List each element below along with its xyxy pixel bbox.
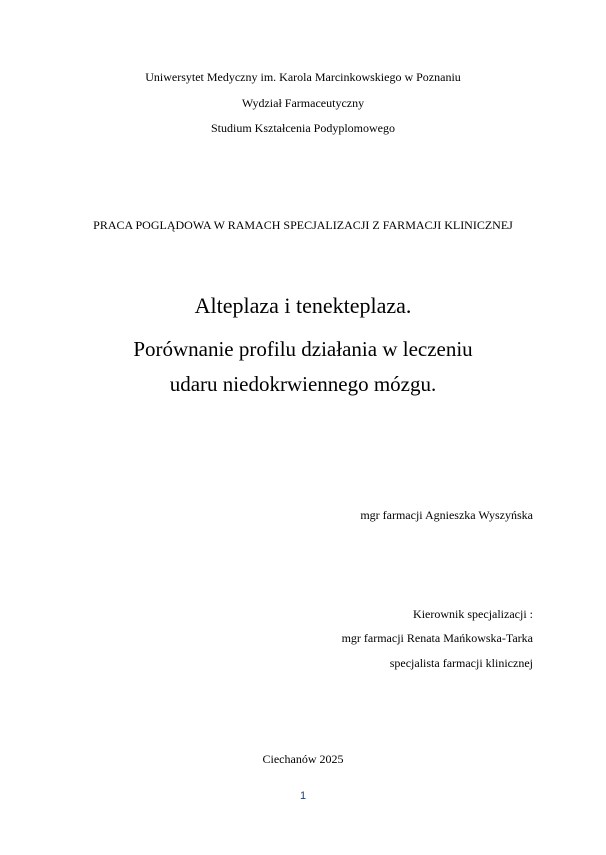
studies-name: Studium Kształcenia Podyplomowego — [211, 121, 395, 135]
supervisor-title: specjalista farmacji klinicznej — [389, 656, 533, 670]
thesis-subtitle-line-2: udaru niedokrwiennego mózgu. — [169, 372, 437, 396]
author-name: mgr farmacji Agnieszka Wyszyńska — [360, 508, 533, 522]
thesis-type: PRACA POGLĄDOWA W RAMACH SPECJALIZACJI Z FARMACJI KLINICZNEJ — [93, 218, 513, 232]
thesis-subtitle-line-1: Porównanie profilu działania w leczeniu — [133, 337, 473, 361]
faculty-name: Wydział Farmaceutyczny — [241, 96, 365, 110]
university-name: Uniwersytet Medyczny im. Karola Marcinkowskiego w Poznaniu — [145, 70, 461, 84]
supervisor-heading: Kierownik specjalizacji : — [413, 607, 533, 621]
place-and-year: Ciechanów 2025 — [262, 752, 344, 766]
supervisor-name: mgr farmacji Renata Mańkowska-Tarka — [341, 631, 533, 645]
page-number: 1 — [299, 790, 307, 802]
thesis-title: Alteplaza i tenekteplaza. — [194, 293, 412, 318]
